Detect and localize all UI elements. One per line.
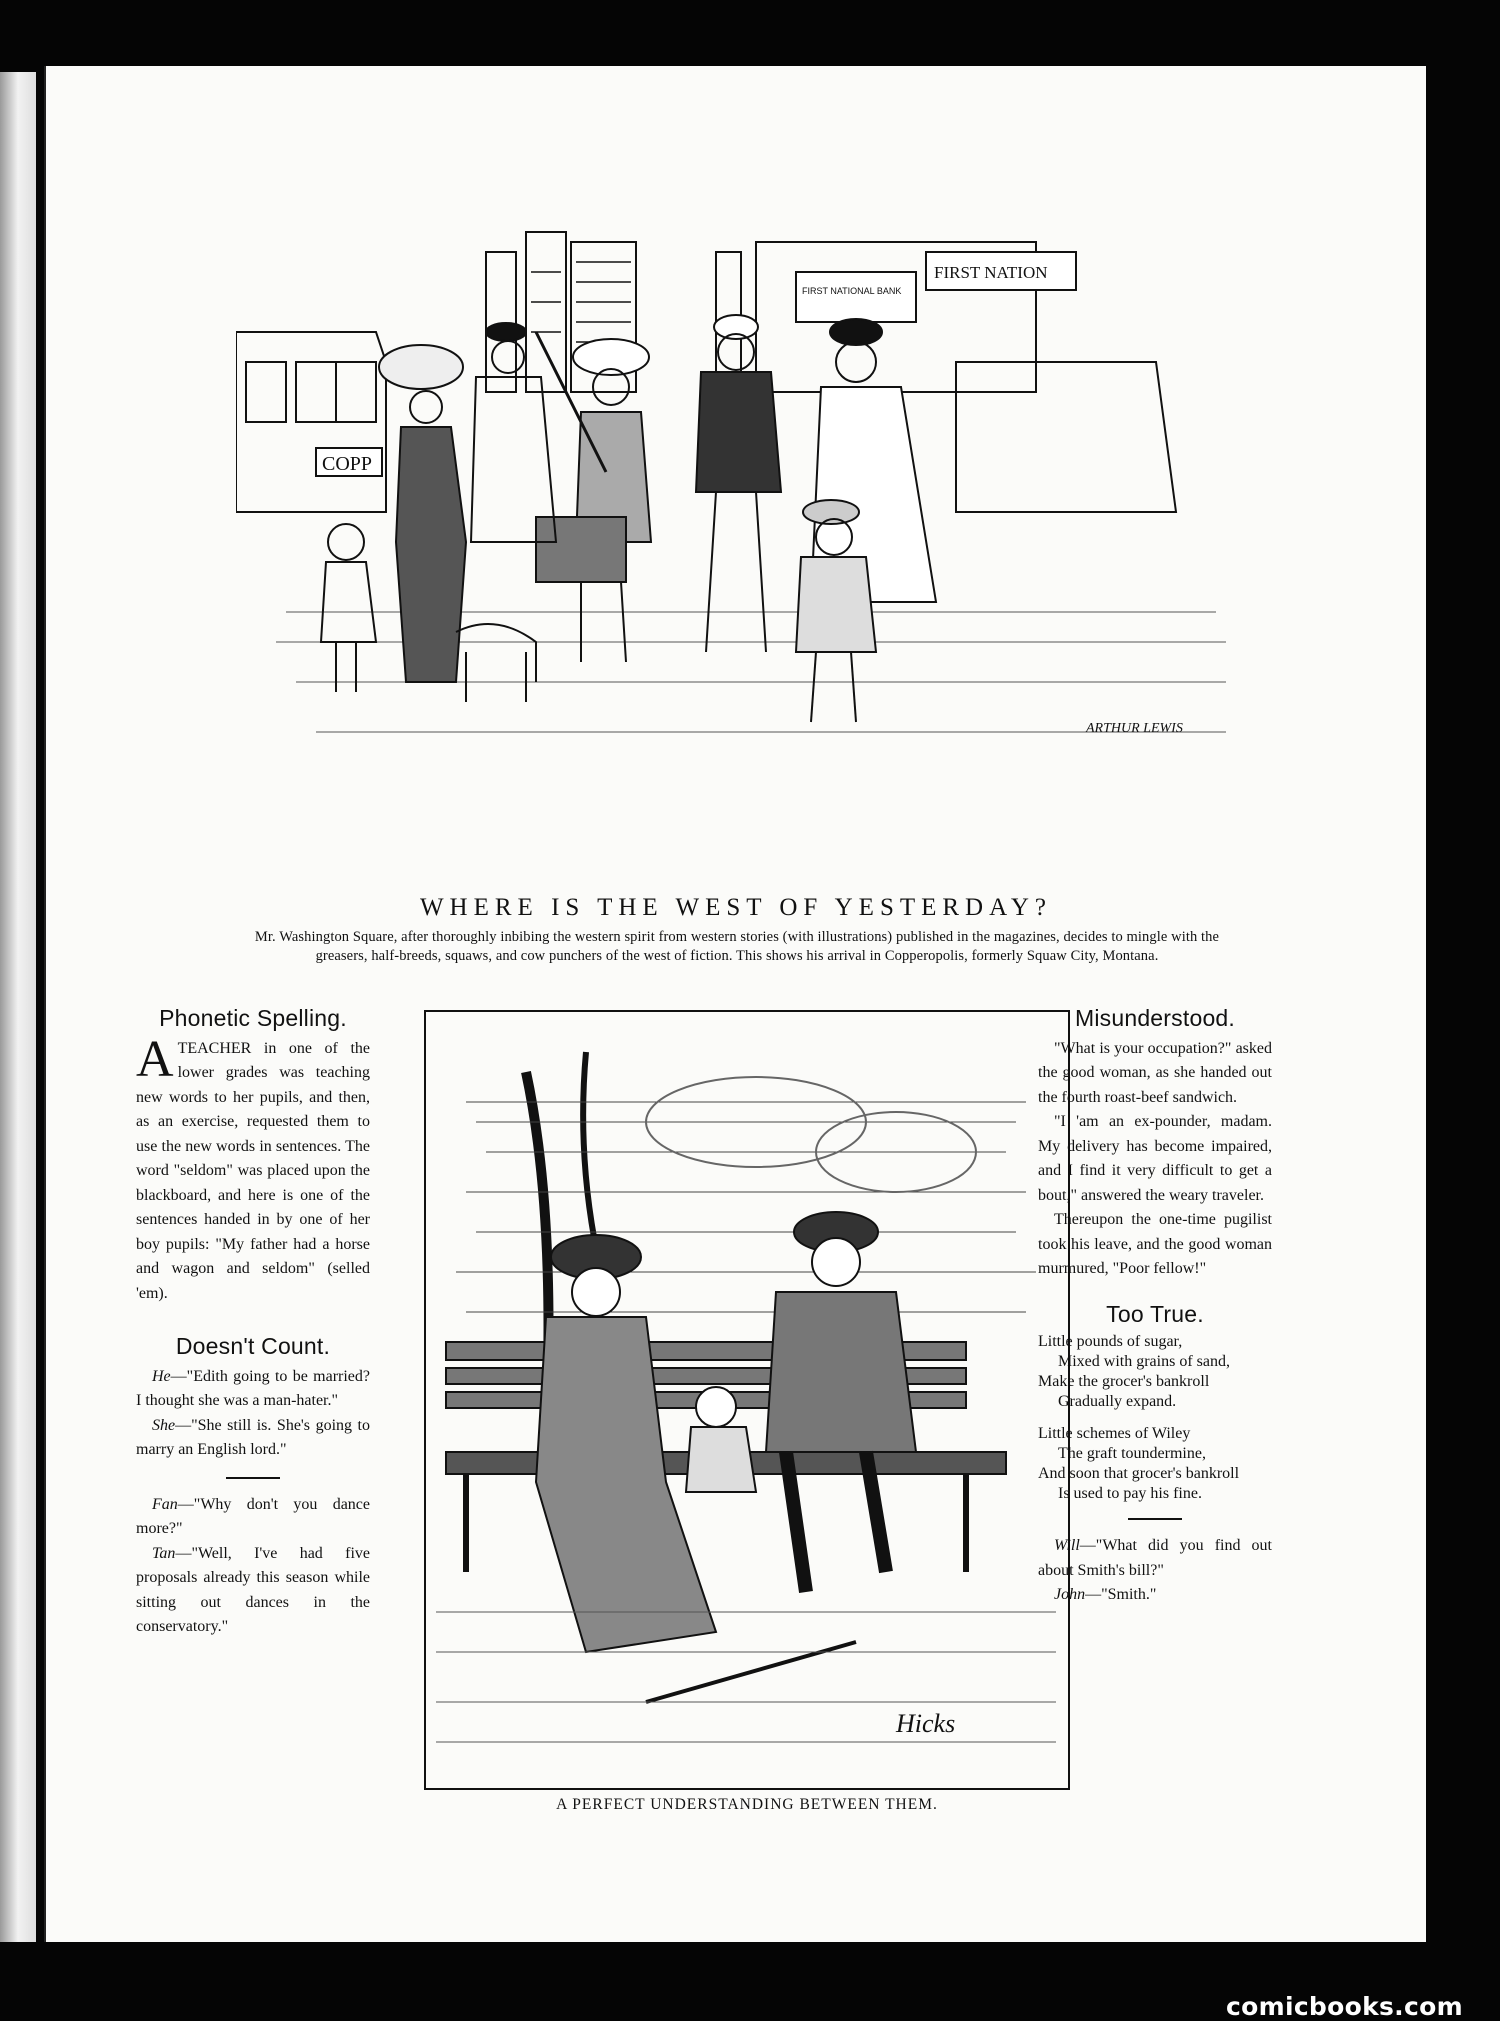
poem-line: Is used to pay his fine. xyxy=(1058,1485,1202,1502)
businessman-figure xyxy=(696,315,781,652)
automobile xyxy=(956,362,1176,512)
too-true-poem xyxy=(1038,1332,1272,1504)
man-in-coat-figure xyxy=(471,323,556,542)
poem-line: Gradually expand. xyxy=(1058,1393,1177,1410)
street-scene-illustration xyxy=(236,212,1236,824)
section-divider xyxy=(226,1477,280,1479)
source-watermark: comicbooks.com xyxy=(1226,1992,1463,2021)
she-dialogue: She—"She still is. She's going to marry an English lord." xyxy=(136,1416,370,1458)
building-sign-text: FIRST NATION xyxy=(934,263,1048,282)
poem-line: Little pounds of sugar, xyxy=(1038,1333,1183,1350)
woman-figure xyxy=(379,345,466,682)
bench-illustration-frame xyxy=(424,1010,1070,1790)
he-dialogue: He—"Edith going to be married? I thought she was a man-hater." xyxy=(136,1367,370,1409)
poem-line: And soon that grocer's bankroll xyxy=(1038,1465,1240,1482)
center-artist-signature: Hicks xyxy=(896,1709,956,1738)
previous-page-edge xyxy=(0,72,36,1942)
drop-cap: A xyxy=(136,1030,174,1088)
tan-dialogue: Tan—"Well, I've had five proposals already this season while sitting out dances in the conservatory." xyxy=(136,1544,370,1635)
too-true-heading: Too True. xyxy=(1106,1300,1204,1327)
artist-signature: ARTHUR LEWIS xyxy=(1086,721,1183,736)
misunderstood-paragraph-3: Thereupon the one-time pugilist took his leave, and the good woman murmured, "Poor fellow!" xyxy=(1038,1211,1272,1277)
doesnt-count-heading: Doesn't Count. xyxy=(175,1333,331,1359)
fan-dialogue: Fan—"Why don't you dance more?" xyxy=(136,1495,370,1537)
poem-line: The graft toundermine, xyxy=(1058,1445,1206,1462)
poem-line: Make the grocer's bankroll xyxy=(1038,1373,1210,1390)
streetcar-sign-text: COPP xyxy=(322,453,373,475)
phonetic-spelling-heading: Phonetic Spelling. xyxy=(159,1005,347,1031)
building-tall-left xyxy=(526,232,566,392)
misunderstood-paragraph-1: "What is your occupation?" asked the good woman, as she handed out the fourth roast-beef sandwich. xyxy=(1038,1039,1272,1106)
section-divider xyxy=(1128,1518,1182,1520)
right-column xyxy=(1038,1004,1272,1608)
bench-illustration-caption: A PERFECT UNDERSTANDING BETWEEN THEM. xyxy=(556,1796,938,1813)
dog-figure xyxy=(456,624,536,702)
will-dialogue: Will—"What did you find out about Smith's bill?" xyxy=(1038,1537,1272,1579)
bank-sign-text: FIRST NATIONAL BANK xyxy=(802,286,902,296)
bench-illustration xyxy=(426,1012,1068,1788)
poem-line: Mixed with grains of sand, xyxy=(1058,1353,1230,1370)
misunderstood-paragraph-2: "I 'am an ex-pounder, madam. My delivery has become impaired, and I find it very difficult to get a bout," answered the weary traveler. xyxy=(1038,1113,1272,1204)
seated-man-figure xyxy=(766,1212,916,1592)
bank-sign xyxy=(796,272,916,322)
poem-line: Little schemes of Wiley xyxy=(1038,1425,1191,1442)
phonetic-spelling-text: ATEACHER in one of the lower grades was teaching new words to her pupils, and then, as an exercise, requested them to use the new words in sentences. The word "seldom" was placed upon the blackboard, and here is one of the sentences handed in by one of her boy pupils: "My father had a horse and wagon and seldom" (selled 'em). xyxy=(136,1030,370,1302)
left-column xyxy=(136,1004,370,1640)
cartoon-title: WHERE IS THE WEST OF YESTERDAY? xyxy=(419,894,1053,921)
girl-figure xyxy=(321,524,376,692)
cartoon-caption: Mr. Washington Square, after thoroughly inbibing the western spirit from western stories (with illustrations) published in the magazines, decides to mingle with the greasers, half-breeds, squaws, and cow punchers of the west of fiction. This shows his arrival in Copperopolis, formerly Squaw City, Montana. xyxy=(254,929,1220,964)
suitcase xyxy=(536,517,626,582)
magazine-page xyxy=(44,66,1426,1942)
john-dialogue: John—"Smith." xyxy=(1054,1586,1157,1603)
misunderstood-heading: Misunderstood. xyxy=(1074,1005,1236,1031)
walking-cane xyxy=(646,1642,856,1702)
